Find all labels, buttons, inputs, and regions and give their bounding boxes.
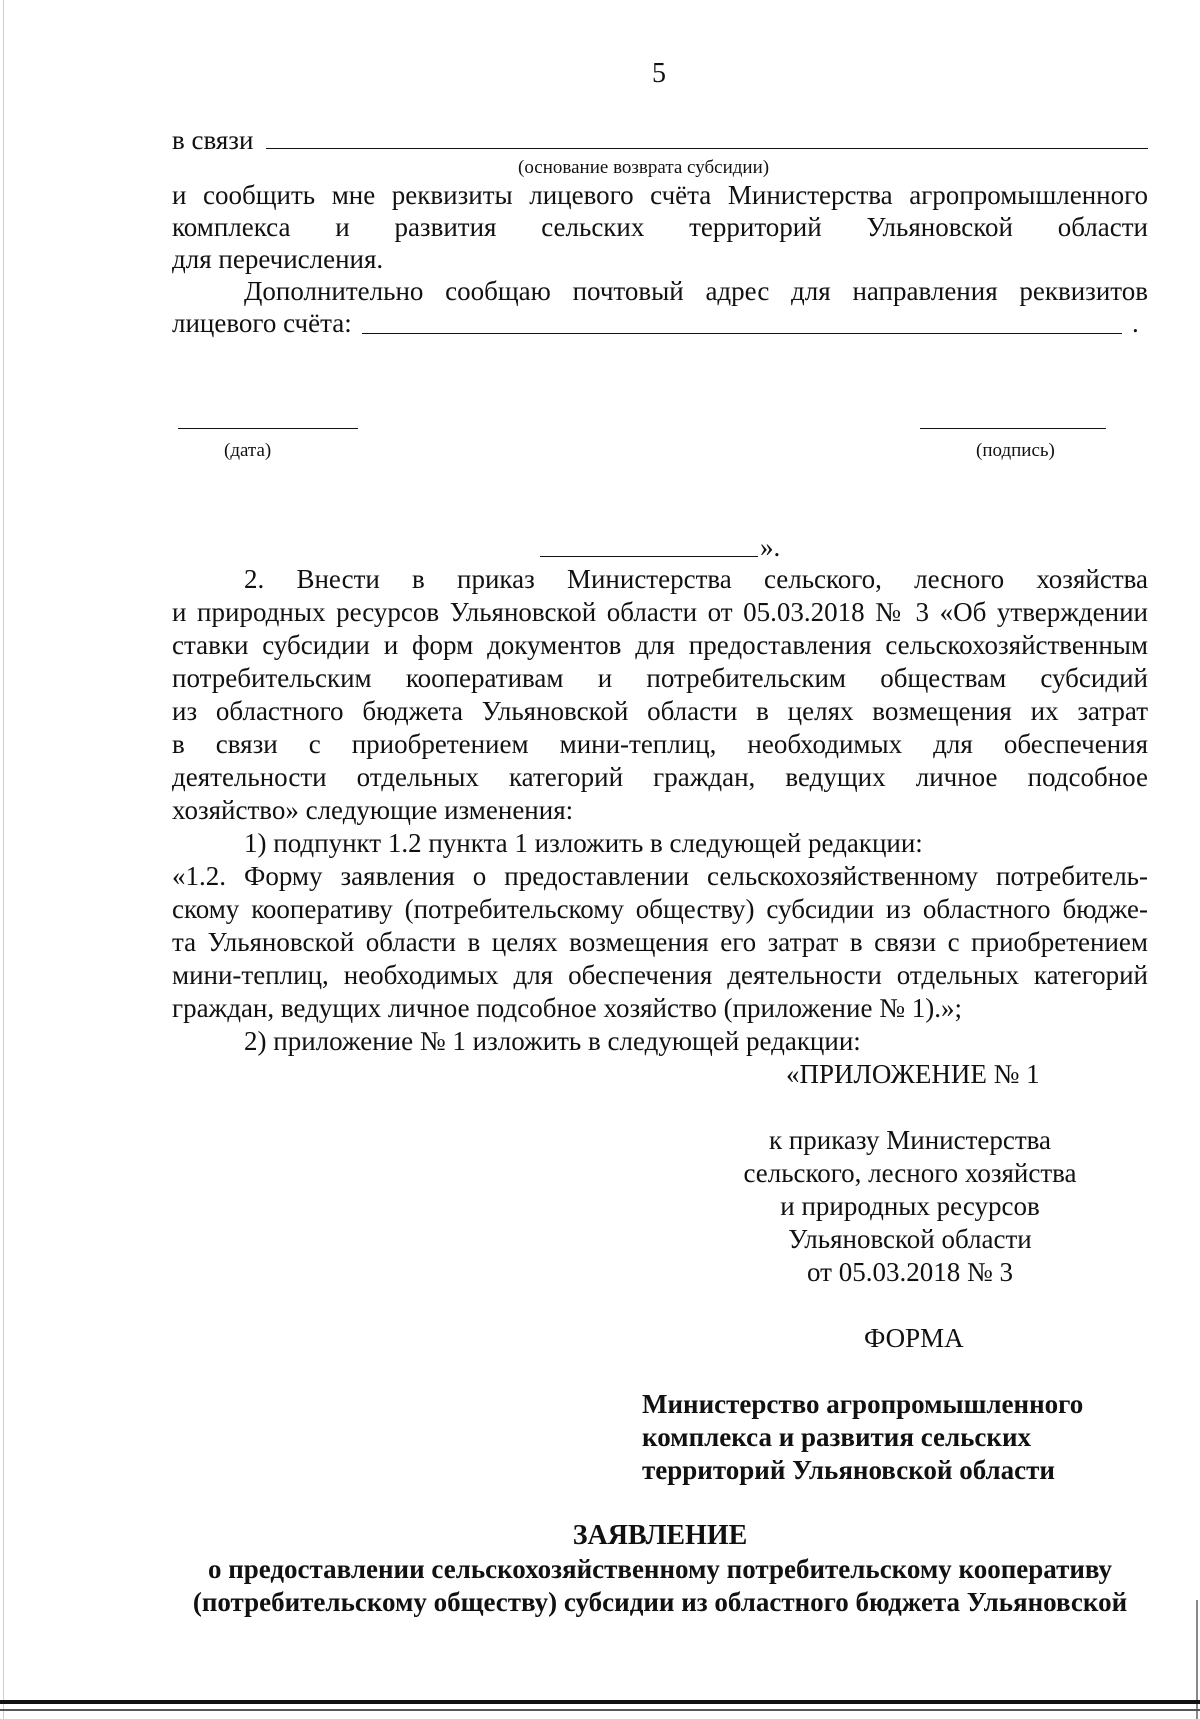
item2-line: хозяйство» следующие изменения: <box>172 795 574 825</box>
scan-edge-left <box>3 0 4 1719</box>
period: . <box>1132 308 1139 338</box>
subitem-2: 2) приложение № 1 изложить в следующей редакции: <box>244 1026 861 1056</box>
statement-line: (потребительскому обществу) субсидии из областного бюджета Ульяновской <box>192 1587 1128 1617</box>
date-fill-line <box>178 428 358 429</box>
quote-line: скому кооперативу (потребительскому обществу) субсидии из областного бюдже- <box>172 894 1148 924</box>
quote-line: мини-теплиц, необходимых для обеспечения деятельности отдельных категорий <box>172 960 1148 990</box>
scan-edge-bottom <box>0 1700 1200 1704</box>
quote-line: та Ульяновской области в целях возмещения его затрат в связи с приобретением <box>172 927 1148 957</box>
closing-quote: ». <box>760 532 781 562</box>
quote-line: граждан, ведущих личное подсобное хозяйство (приложение № 1).»; <box>172 993 962 1023</box>
item2-line: и природных ресурсов Ульяновской области от 05.03.2018 № 3 «Об утверждении <box>172 597 1148 627</box>
v-svyazi-label: в связи <box>172 125 254 155</box>
scan-edge-bottom-shadow <box>0 1709 1200 1711</box>
item2-line: деятельности отдельных категорий граждан, ведущих личное подсобное <box>172 762 1148 792</box>
addressee-line: территорий Ульяновской области <box>642 1455 1055 1485</box>
appendix-line: и природных ресурсов <box>780 1191 1040 1221</box>
item2-line: в связи с приобретением мини-теплиц, необходимых для обеспечения <box>172 729 1148 759</box>
appendix-line: сельского, лесного хозяйства <box>743 1158 1077 1188</box>
date-caption: (дата) <box>224 440 272 461</box>
item2-line: 2. Внести в приказ Министерства сельского, лесного хозяйства <box>244 564 1148 594</box>
postal-address-fill-line <box>362 333 1122 334</box>
postal-address-label: лицевого счёта: <box>172 308 352 338</box>
item2-line: ставки субсидии и форм документов для предоставления сельскохозяйственным <box>172 630 1148 660</box>
closing-fill-line <box>540 556 758 557</box>
item2-line: потребительским кооперативам и потребительским обществам субсидий <box>172 663 1148 693</box>
text-line: для перечисления. <box>172 244 384 274</box>
signature-caption: (подпись) <box>976 440 1055 461</box>
addressee-line: Министерство агропромышленного <box>642 1389 1084 1419</box>
appendix-line: к приказу Министерства <box>768 1125 1052 1155</box>
text-line: и сообщить мне реквизиты лицевого счёта Министерства агропромышленного <box>172 180 1148 210</box>
appendix-line: от 05.03.2018 № 3 <box>807 1257 1013 1287</box>
reason-caption: (основание возврата субсидии) <box>518 157 770 178</box>
text-line: Дополнительно сообщаю почтовый адрес для направления реквизитов <box>244 276 1148 306</box>
quote-line: «1.2. Форму заявления о предоставлении сельскохозяйственному потребитель- <box>172 861 1148 891</box>
statement-title: ЗАЯВЛЕНИЕ <box>572 1520 748 1551</box>
item2-line: из областного бюджета Ульяновской области в целях возмещения их затрат <box>172 696 1148 726</box>
reason-fill-line <box>266 148 1148 149</box>
statement-line: о предоставлении сельскохозяйственному потребительскому кооперативу <box>207 1554 1113 1584</box>
page-number: 5 <box>652 58 666 89</box>
appendix-title: «ПРИЛОЖЕНИЕ № 1 <box>786 1059 1040 1089</box>
text-line: комплекса и развития сельских территорий Ульяновской области <box>172 212 1148 242</box>
signature-fill-line <box>920 428 1106 429</box>
forma-label: ФОРМА <box>864 1323 964 1353</box>
subitem-1: 1) подпункт 1.2 пункта 1 изложить в следующей редакции: <box>244 828 923 858</box>
addressee-line: комплекса и развития сельских <box>642 1422 1032 1452</box>
appendix-line: Ульяновской области <box>788 1224 1032 1254</box>
